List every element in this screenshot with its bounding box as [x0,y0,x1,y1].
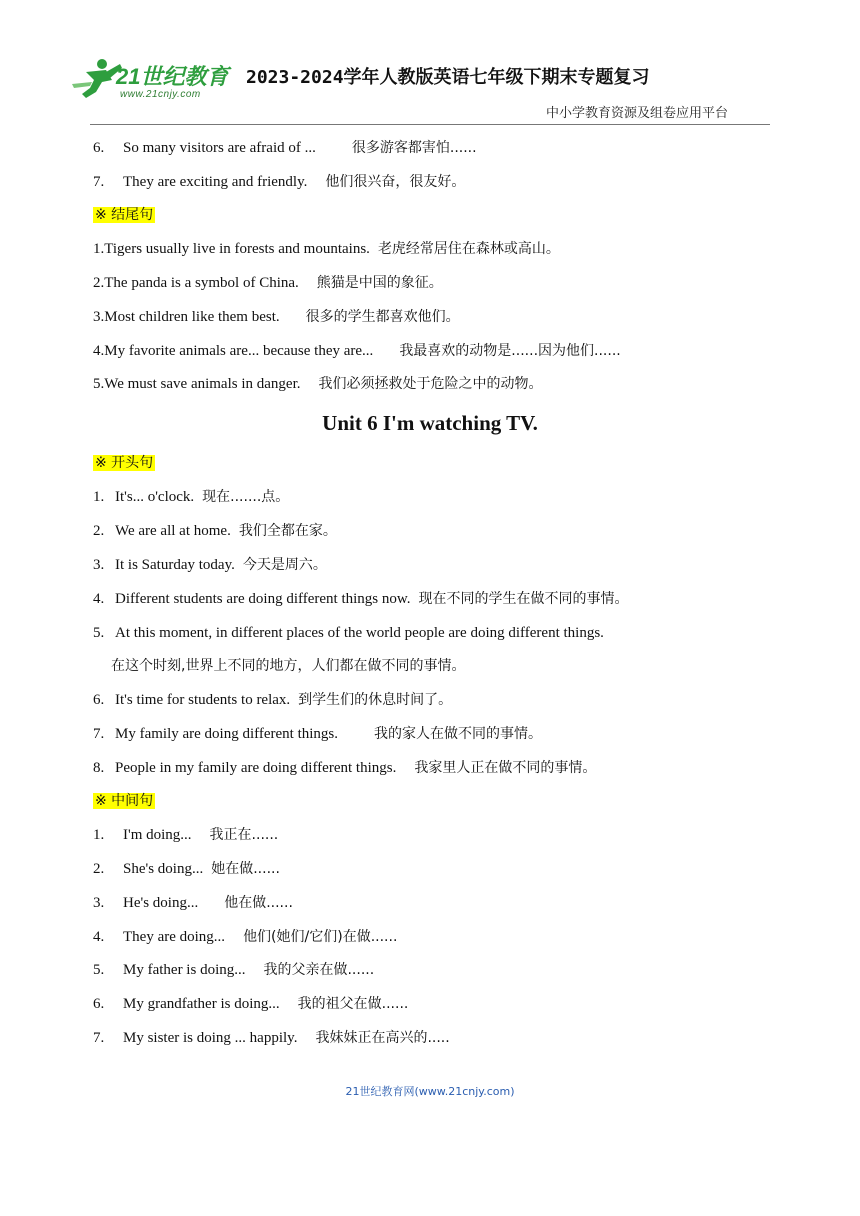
list-item: 2.The panda is a symbol of China. 熊猫是中国的象征。 [93,275,443,291]
list-item: 4.My favorite animals are... because they are... 我最喜欢的动物是......因为他们...... [93,343,621,359]
list-item-continuation: 在这个时刻,世界上不同的地方，人们都在做不同的事情。 [111,658,466,674]
platform-subtitle: 中小学教育资源及组卷应用平台 [545,106,728,121]
list-item: 8. People in my family are doing different things. 我家里人正在做不同的事情。 [93,760,597,776]
unit-title: Unit 6 I'm watching TV. [322,411,538,435]
list-item: 3. It is Saturday today. 今天是周六。 [93,557,327,573]
list-item: 7. My sister is doing ... happily. 我妹妹正在高兴的..... [93,1030,450,1046]
list-item: 1. It's... o'clock. 现在.......点。 [93,489,290,505]
document-title: 2023-2024学年人教版英语七年级下期末专题复习 [246,67,650,88]
list-item: 7. My family are doing different things. 我的家人在做不同的事情。 [93,726,543,742]
list-item: 1. I'm doing... 我正在...... [93,827,279,843]
list-item: 6. My grandfather is doing... 我的祖父在做...... [93,996,409,1012]
list-item: 6. So many visitors are afraid of ... 很多游客都害怕...... [93,140,477,156]
list-item: 4. Different students are doing different things now. 现在不同的学生在做不同的事情。 [93,591,629,607]
page-header [0,0,860,128]
section-heading-ending: ※ 结尾句 [95,207,154,223]
section-heading-middle: ※ 中间句 [95,793,154,809]
list-item: 2. She's doing... 她在做...... [93,861,280,877]
list-item: 7. They are exciting and friendly. 他们很兴奋，很友好。 [93,174,466,190]
logo-text: 21世纪教育 [116,64,229,89]
logo-url: www.21cnjy.com [120,89,201,100]
list-item: 4. They are doing... 他们(她们/它们)在做...... [93,929,398,945]
brand-logo [72,58,232,104]
list-item: 5. At this moment, in different places of the world people are doing different things. [93,625,604,641]
header-divider [90,124,770,125]
list-item: 5. My father is doing... 我的父亲在做...... [93,962,375,978]
list-item: 2. We are all at home. 我们全都在家。 [93,523,337,539]
page-footer: 21世纪教育网(www.21cnjy.com) [345,1085,515,1098]
list-item: 3. He's doing... 他在做...... [93,895,293,911]
list-item: 1.Tigers usually live in forests and mountains. 老虎经常居住在森林或高山。 [93,241,560,257]
section-heading-opening: ※ 开头句 [95,455,154,471]
list-item: 6. It's time for students to relax. 到学生们的休息时间了。 [93,692,453,708]
list-item: 3.Most children like them best. 很多的学生都喜欢他们。 [93,309,460,325]
list-item: 5.We must save animals in danger. 我们必须拯救处于危险之中的动物。 [93,376,543,392]
